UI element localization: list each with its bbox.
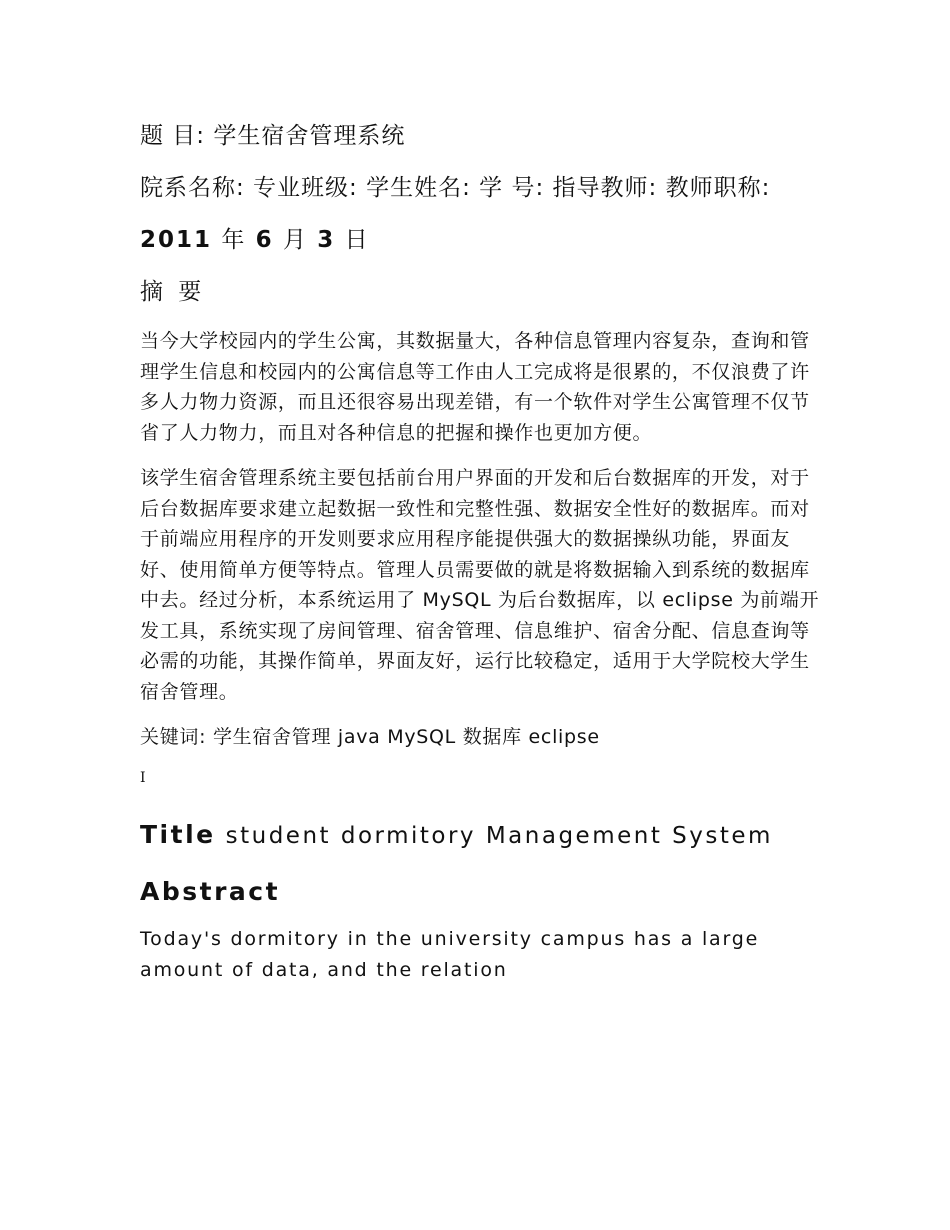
thesis-title-line: 题 目: 学生宿舍管理系统	[140, 123, 406, 149]
page-content	[140, 118, 820, 986]
date-day: 3	[317, 227, 336, 253]
abstract-cn-paragraph-1: 当今大学校园内的学生公寓，其数据量大，各种信息管理内容复杂，查询和管理学生信息和校园内的公寓信息等工作由人工完成将是很累的，不仅浪费了许多人力物力资源，而且还很容易出现差错，有一个软件对学生公寓管理不仅节省了人力物力，而且对各种信息的把握和操作也更加方便。	[140, 330, 810, 444]
abstract-cn-heading: 摘 要	[140, 279, 206, 305]
english-title-label: Title	[140, 820, 216, 849]
date-day-unit: 日	[344, 227, 370, 253]
abstract-en-paragraph: Today's dormitory in the university campus has a large amount of data, and the relation	[140, 928, 760, 981]
thesis-meta-line: 院系名称: 专业班级: 学生姓名: 学 号: 指导教师: 教师职称:	[140, 175, 771, 201]
english-title-text: student dormitory Management System	[225, 823, 773, 849]
date-year-unit: 年	[221, 227, 247, 253]
date-year: 2011	[140, 227, 213, 253]
abstract-en-heading: Abstract	[140, 877, 281, 906]
keywords-line: 关键词: 学生宿舍管理 java MySQL 数据库 eclipse	[140, 726, 600, 748]
thesis-date	[140, 222, 820, 258]
abstract-cn-paragraph-2: 该学生宿舍管理系统主要包括前台用户界面的开发和后台数据库的开发，对于后台数据库要求建立起数据一致性和完整性强、数据安全性好的数据库。而对于前端应用程序的开发则要求应用程序能提供强大的数据操纵功能，界面友好、使用简单方便等特点。管理人员需要做的就是将数据输入到系统的数据库中去。经过分析，本系统运用了 MySQL 为后台数据库，以 eclipse 为前端开发工具，系统实现了房间管理、宿舍管理、信息维护、宿舍分配、信息查询等必需的功能，其操作简单，界面友好，运行比较稳定，适用于大学院校大学生宿舍管理。	[140, 467, 820, 703]
date-month-unit: 月	[282, 227, 308, 253]
date-month: 6	[255, 227, 274, 253]
page-number-mark: I	[140, 770, 146, 786]
english-title-line	[140, 817, 820, 854]
